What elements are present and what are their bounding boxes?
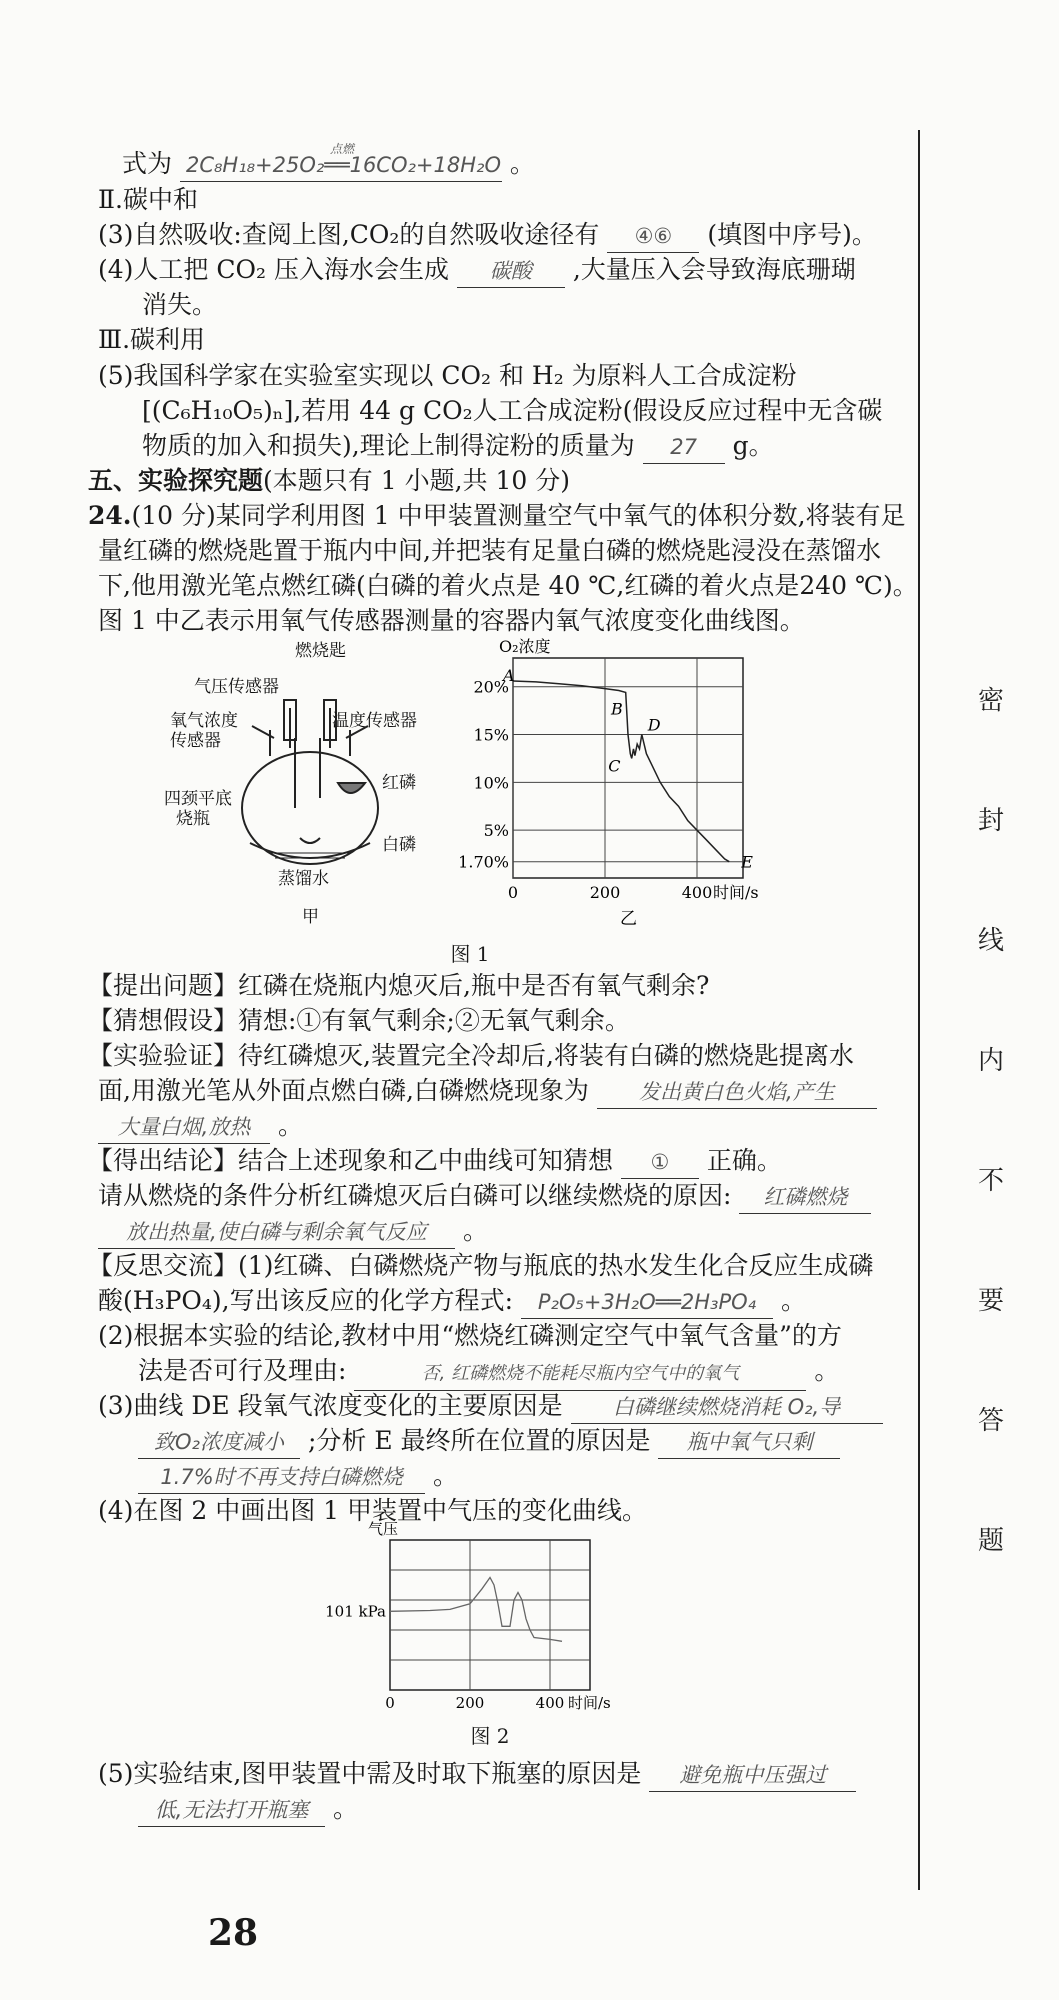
answer-blank: 低,无法打开瓶塞 [138, 1794, 325, 1827]
text: (5)我国科学家在实验室实现以 CO₂ 和 H₂ 为原料人工合成淀粉 [98, 361, 797, 390]
water-line [250, 843, 370, 858]
text: 。 [332, 1794, 358, 1823]
answer-blank: 碳酸 [457, 255, 565, 288]
text: 请从燃烧的条件分析红磷熄灭后白磷可以继续燃烧的原因: [98, 1181, 732, 1210]
label-spoon: 燃烧匙 [295, 641, 346, 661]
text: (3)曲线 DE 段氧气浓度变化的主要原因是 [98, 1391, 563, 1420]
white-phosphorus [300, 838, 320, 843]
label-white-p: 白磷 [382, 835, 416, 855]
question-4 [98, 254, 856, 288]
plot-frame [513, 658, 743, 878]
flask-body [242, 752, 378, 864]
text: (10 分)某同学利用图 1 中甲装置测量空气中氧气的体积分数,将装有足 [131, 501, 906, 530]
text: 。 [277, 1111, 303, 1140]
reflection-5-line-2 [138, 1793, 358, 1827]
label-o2-sensor-2: 传感器 [170, 731, 221, 751]
y-tick-label: 20% [473, 677, 509, 697]
text: (3)自然吸收:查阅上图,CO₂的自然吸收途径有 [98, 220, 600, 249]
answer-blank: 放出热量,使白磷与剩余氧气反应 [98, 1216, 455, 1249]
text: (2)根据本实验的结论,教材中用“燃烧红磷测定空气中氧气含量”的方 [98, 1321, 842, 1350]
x-axis-title: 时间/s [568, 1694, 611, 1712]
y-tick-label: 1.70% [458, 852, 509, 872]
figure-2-caption: 图 2 [470, 1724, 510, 1748]
pressure-chart [310, 1518, 630, 1716]
apparatus-diagram [160, 638, 460, 930]
text: 。 [432, 1461, 458, 1490]
text: 【得出结论】结合上述现象和乙中曲线可知猜想 [88, 1146, 614, 1175]
point-label: E [741, 852, 753, 872]
label-water: 蒸馏水 [278, 869, 329, 889]
answer-blank [180, 142, 502, 182]
text: 式为 [122, 149, 173, 178]
answer-blank: 红磷燃烧 [739, 1181, 871, 1214]
answer-blank: 大量白烟,放热 [98, 1111, 270, 1144]
text: 量红磷的燃烧匙置于瓶内中间,并把装有足量白磷的燃烧匙浸没在蒸馏水 [98, 536, 881, 565]
answer-blank: ④⑥ [607, 220, 699, 253]
pressure-series-line [390, 1578, 562, 1642]
section-heading: Ⅱ.碳中和 [98, 185, 198, 214]
text: 。 [462, 1216, 488, 1245]
label-jia: 甲 [302, 907, 319, 927]
text: (4)在图 2 中画出图 1 甲装置中气压的变化曲线。 [98, 1496, 648, 1525]
answer-text: 2C₈H₁₈+25O₂══16CO₂+18H₂O [185, 153, 501, 177]
point-label: C [608, 756, 621, 776]
section-5-heading [88, 465, 570, 497]
y-tick-label: 15% [473, 725, 509, 745]
answer-blank: 避免瓶中压强过 [649, 1759, 856, 1792]
x-tick-label: 200 [589, 883, 621, 902]
answer-blank: P₂O₅+3H₂O══2H₃PO₄ [521, 1286, 773, 1319]
text: 图 1 中乙表示用氧气传感器测量的容器内氧气浓度变化曲线图。 [98, 606, 805, 635]
question-number: 24. [88, 501, 132, 530]
text: g。 [732, 431, 774, 460]
text: 【反思交流】(1)红磷、白磷燃烧产物与瓶底的热水发生化合反应生成磷 [88, 1251, 874, 1280]
reason-line [98, 1180, 871, 1214]
margin-divider [918, 130, 920, 1890]
text: [(C₆H₁₀O₅)ₙ],若用 44 g CO₂人工合成淀粉(假设反应过程中无含碳 [142, 396, 883, 425]
x-tick-label: 0 [385, 1694, 395, 1712]
answer-blank: 发出黄白色火焰,产生 [597, 1076, 877, 1109]
y-tick-label: 101 kPa [325, 1602, 386, 1621]
verify-answer-line [98, 1075, 877, 1109]
figure-1-caption: 图 1 [450, 942, 490, 966]
text: 正确。 [706, 1146, 782, 1175]
x-axis-title: 时间/s [713, 883, 759, 902]
y-tick-label: 5% [483, 821, 509, 841]
text: 。 [814, 1356, 840, 1385]
reflection-3-line-3 [138, 1460, 458, 1494]
text: 面,用激光笔从外面点燃白磷,白磷燃烧现象为 [98, 1076, 589, 1105]
text: 【猜想假设】猜想:①有氧气剩余;②无氧气剩余。 [88, 1006, 630, 1035]
text: ;分析 E 最终所在位置的原因是 [307, 1426, 651, 1455]
answer-blank: 否, 红磷燃烧不能耗尽瓶内空气中的氧气 [354, 1358, 806, 1391]
equation-line [122, 142, 535, 182]
side-char: 内 [978, 1046, 1005, 1076]
side-char: 不 [978, 1166, 1005, 1196]
answer-blank: 致O₂浓度减小 [138, 1426, 300, 1459]
text: 【提出问题】红磷在烧瓶内熄灭后,瓶中是否有氧气剩余? [88, 971, 710, 1000]
text: (5)实验结束,图甲装置中需及时取下瓶塞的原因是 [98, 1759, 642, 1788]
reaction-condition: 点燃 [329, 142, 354, 156]
answer-blank: 1.7%时不再支持白磷燃烧 [138, 1461, 425, 1494]
text: 下,他用激光笔点燃红磷(白磷的着火点是 40 ℃,红磷的着火点是240 ℃)。 [98, 571, 918, 600]
question-24-line-1 [88, 500, 906, 532]
o2-concentration-chart [455, 634, 785, 934]
label-pressure: 气压传感器 [194, 677, 279, 697]
side-char: 封 [978, 806, 1005, 836]
answer-blank: 瓶中氧气只剩 [658, 1426, 840, 1459]
text: 。 [509, 149, 535, 178]
label-flask-2: 烧瓶 [176, 809, 210, 829]
y-axis-title: 气压 [368, 1520, 399, 1538]
side-char: 答 [978, 1406, 1005, 1436]
point-label: B [611, 699, 623, 719]
side-char: 线 [978, 926, 1005, 956]
conclusion-line [88, 1145, 782, 1179]
spoons [295, 738, 320, 808]
text: (4)人工把 CO₂ 压入海水会生成 [98, 255, 449, 284]
question-5-answer-line [142, 430, 774, 464]
text: 法是否可行及理由: [138, 1356, 347, 1385]
x-tick-label: 400 [681, 883, 713, 902]
x-tick-label: 200 [455, 1694, 485, 1712]
plot-frame [390, 1540, 590, 1690]
text: 消失。 [142, 290, 218, 319]
answer-blank: 27 [643, 431, 725, 464]
verify-answer-line-2 [98, 1110, 303, 1144]
y-tick-label: 10% [473, 773, 509, 793]
label-temp: 温度传感器 [332, 711, 417, 731]
text: 【实验验证】待红磷熄灭,装置完全冷却后,将装有白磷的燃烧匙提离水 [88, 1041, 854, 1070]
reflection-3-line-1 [98, 1390, 883, 1424]
label-red-p: 红磷 [382, 773, 416, 793]
section-heading: Ⅲ.碳利用 [98, 325, 206, 354]
point-label: D [647, 715, 661, 735]
side-char: 要 [978, 1286, 1005, 1316]
x-tick-label: 0 [507, 883, 519, 902]
label-flask-1: 四颈平底 [164, 789, 232, 809]
text: 物质的加入和损失),理论上制得淀粉的质量为 [142, 431, 635, 460]
y-axis-title: O₂浓度 [499, 637, 551, 656]
reflection-5-line-1 [98, 1758, 856, 1792]
side-char: 题 [978, 1526, 1005, 1556]
text: (填图中序号)。 [707, 220, 877, 249]
chart-label: 乙 [620, 909, 637, 929]
reflection-1-answer [98, 1285, 806, 1319]
page-number: 28 [208, 1912, 259, 1954]
point-label: A [503, 665, 515, 685]
reflection-3-line-2 [138, 1425, 840, 1459]
text: 。 [780, 1286, 806, 1315]
reflection-2-answer [138, 1355, 839, 1391]
section-note: (本题只有 1 小题,共 10 分) [263, 466, 570, 495]
red-phosphorus [338, 783, 365, 793]
answer-blank: 白磷继续燃烧消耗 O₂,导 [571, 1391, 883, 1424]
answer-blank: ① [621, 1146, 699, 1179]
text: ,大量压入会导致海底珊瑚 [572, 255, 856, 284]
label-o2-sensor-1: 氧气浓度 [170, 711, 238, 731]
section-title: 五、实验探究题 [88, 466, 264, 495]
side-char: 密 [978, 686, 1005, 716]
reason-line-2 [98, 1215, 488, 1249]
x-tick-label: 400 [535, 1694, 565, 1712]
text: 酸(H₃PO₄),写出该反应的化学方程式: [98, 1286, 514, 1315]
question-3 [98, 219, 877, 253]
